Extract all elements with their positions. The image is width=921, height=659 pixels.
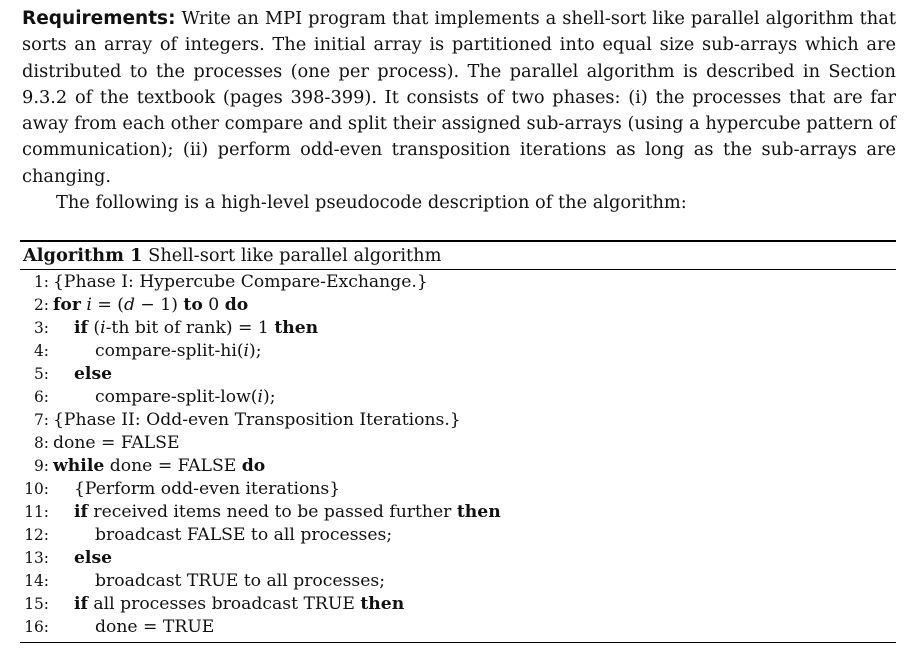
algo-line-8 — [20, 432, 896, 455]
var-i: i — [257, 387, 264, 407]
line-number: 15: — [24, 595, 49, 613]
keyword-do: do — [224, 295, 249, 315]
keyword-then: then — [360, 594, 405, 614]
algo-line-16 — [20, 616, 896, 639]
keyword-then: then — [456, 502, 501, 522]
document — [22, 0, 896, 216]
keyword-if: if — [74, 594, 88, 614]
line-number: 5: — [34, 365, 49, 383]
line-number: 3: — [34, 319, 49, 337]
algo-line-6 — [20, 386, 896, 409]
code-text: -th bit of rank) = 1 — [105, 318, 269, 338]
code-text: received items need to be passed further — [93, 502, 452, 522]
algo-line-3 — [20, 317, 896, 340]
line-number: 13: — [24, 549, 49, 567]
code-text: 0 — [208, 295, 220, 315]
code-text: ); — [249, 341, 262, 361]
code-text: − 1) — [140, 295, 178, 315]
algorithm-label: Algorithm 1 — [23, 245, 143, 266]
requirements-paragraph — [22, 0, 896, 190]
algo-line-10 — [20, 478, 896, 501]
algorithm-lines — [20, 270, 896, 639]
requirements-text: Write an MPI program that implements a shell-sort like parallel algorithm that sorts an array of integers. The initial array is partitioned into equal size sub-arrays which are distributed to the processes (one per process). The parallel algorithm is described in Section 9.3.2 of the textbook (pages 398-399). It consists of two phases: (i) the processes that are far away from each other compare and split their assigned sub-arrays (using a hypercube pattern of communication); (ii) perform odd-even transposition iterations as long as the sub-arrays are changing. — [22, 8, 896, 187]
keyword-for: for — [53, 295, 81, 315]
line-number: 8: — [34, 434, 49, 452]
algorithm-caption: Shell-sort like parallel algorithm — [148, 245, 442, 266]
algorithm-bottom-rule — [20, 642, 896, 643]
line-number: 9: — [34, 457, 49, 475]
line-number: 12: — [24, 526, 49, 544]
line-number: 14: — [24, 572, 49, 590]
keyword-else: else — [74, 548, 113, 568]
algorithm-header — [20, 242, 896, 269]
algo-line-7 — [20, 409, 896, 432]
line-number: 7: — [34, 411, 49, 429]
keyword-else: else — [74, 364, 113, 384]
algo-line-11 — [20, 501, 896, 524]
algo-line-1 — [20, 271, 896, 294]
algo-line-2 — [20, 294, 896, 317]
code-text: {Phase I: Hypercube Compare-Exchange.} — [53, 272, 428, 292]
code-text: broadcast TRUE to all processes; — [95, 571, 385, 591]
algo-line-15 — [20, 593, 896, 616]
code-text: done = TRUE — [95, 617, 215, 637]
algo-line-5 — [20, 363, 896, 386]
code-text: {Perform odd-even iterations} — [74, 479, 341, 499]
algo-line-4 — [20, 340, 896, 363]
code-text: done = FALSE — [109, 456, 237, 476]
algo-line-9 — [20, 455, 896, 478]
requirements-label: Requirements: — [22, 8, 176, 29]
line-number: 11: — [24, 503, 49, 521]
code-text: = ( — [97, 295, 124, 315]
code-text: broadcast FALSE to all processes; — [95, 525, 393, 545]
line-number: 10: — [24, 480, 49, 498]
line-number: 16: — [24, 618, 49, 636]
line-number: 1: — [34, 273, 49, 291]
keyword-do: do — [241, 456, 266, 476]
code-text: compare-split-low( — [95, 387, 258, 407]
algo-line-12 — [20, 524, 896, 547]
var-i: i — [86, 295, 92, 315]
var-i: i — [243, 341, 250, 361]
keyword-to: to — [183, 295, 203, 315]
algo-line-14 — [20, 570, 896, 593]
code-text: done = FALSE — [53, 433, 180, 453]
code-text: ); — [263, 387, 276, 407]
keyword-while: while — [53, 456, 105, 476]
var-d: d — [123, 295, 135, 315]
line-number: 2: — [34, 296, 49, 314]
algo-line-13 — [20, 547, 896, 570]
keyword-if: if — [74, 502, 88, 522]
line-number: 6: — [34, 388, 49, 406]
algorithm-box — [20, 240, 896, 643]
code-text: {Phase II: Odd-even Transposition Iterations.} — [53, 410, 461, 430]
code-text: compare-split-hi( — [95, 341, 244, 361]
keyword-if: if — [74, 318, 88, 338]
line-number: 4: — [34, 342, 49, 360]
code-text: all processes broadcast TRUE — [93, 594, 355, 614]
code-text: ( — [93, 318, 101, 338]
pseudocode-intro: The following is a high-level pseudocode description of the algorithm: — [56, 192, 687, 214]
keyword-then: then — [274, 318, 319, 338]
var-i: i — [100, 318, 106, 338]
